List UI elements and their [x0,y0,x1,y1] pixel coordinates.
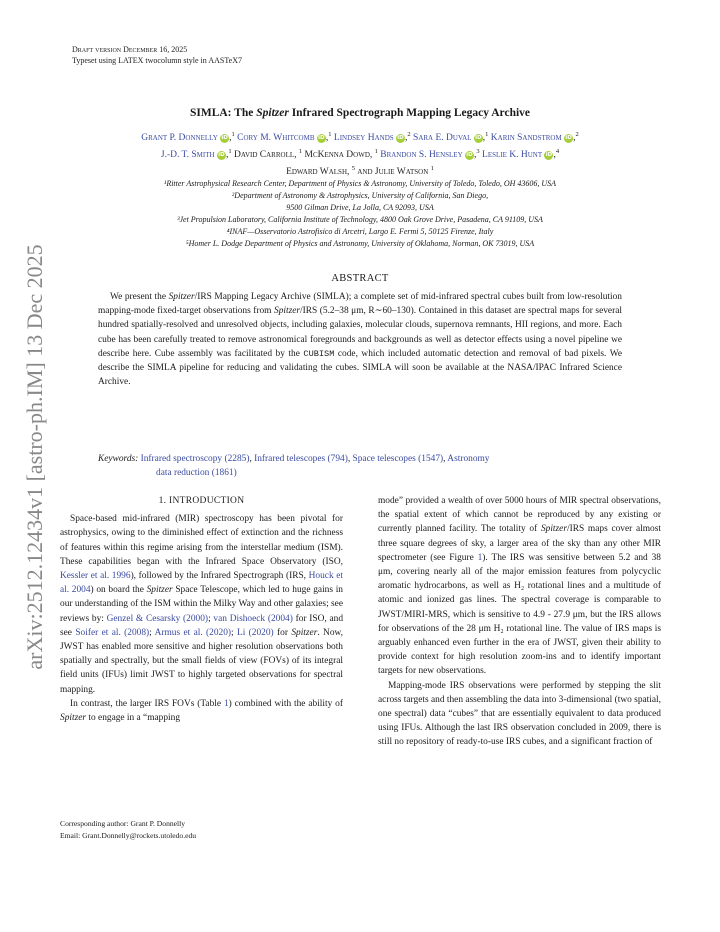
affiliation-marker: 1 [430,165,434,173]
code-name: CUBISM [303,348,335,359]
affiliation: ¹Ritter Astrophysical Research Center, Department of Physics & Astronomy, University of Toledo, Toledo, OH 43606, USA [163,179,557,188]
orcid-icon[interactable]: iD [475,135,482,142]
table-link[interactable]: 1 [223,698,229,709]
citation-link[interactable]: Li (2020) [236,627,274,638]
keywords: Keywords: Infrared spectroscopy (2285), Infrared telescopes (794), Space telescopes (1547), Astronomy data reduction (1861) [98,454,490,479]
footnote [60,818,350,841]
author-email: Email: Grant.Donnelly@rockets.utoledo.edu [60,830,197,840]
affiliation-marker: 4 [555,148,560,156]
affiliation: 9500 Gilman Drive, La Jolla, CA 92093, USA [286,203,434,212]
keyword-link[interactable]: Infrared spectroscopy (2285) [140,454,250,464]
author-list: Grant P. Donnelly iD,$^1$ Cory M. Whitcomb iD,$^1$ Lindsey Hands iD,$^2$ Sara E. Duval iD,$^1$ Karin Sandstrom iD,$^2$ J.-D. T. Smith iD,$^1$ David Carroll, $^1$ McKenna Dowd, $^1$ Brandon S. Hensley iD,$^3$ Leslie K. Hunt iD,$^4$ Edward Walsh, $^5$ and Julie Watson $^1$ [141,131,579,178]
keyword-link[interactable]: Infrared telescopes (794) [254,454,348,464]
affiliation: ³Jet Propulsion Laboratory, California Institute of Technology, 4800 Oak Grove Drive, Pasadena, CA 91109, USA [177,215,543,224]
abstract-heading: ABSTRACT [331,273,389,284]
citation-link[interactable]: Houck et al. 2004 [60,571,344,596]
affiliation-marker: 3 [476,148,480,156]
affiliation-marker: 1 [231,131,235,138]
citation-link[interactable]: Soifer et al. (2008) [75,627,150,638]
author-name: and Julie Watson [357,167,431,178]
affiliation: ⁵Homer L. Dodge Department of Physics and Astronomy, University of Oklahoma, Norman, OK 73019, USA [185,239,535,248]
orcid-icon[interactable]: iD [397,135,404,142]
citation-link[interactable]: Kessler et al. 1996 [60,571,131,582]
affiliation-marker: 2 [407,131,411,138]
author-name[interactable]: Karin Sandstrom [490,133,565,144]
affiliation: ²Department of Astronomy & Astrophysics, University of California, San Diego, [231,191,489,200]
paragraph: mode” provided a wealth of over 5000 hours of MIR spectral observations, the spatial extent of which cannot be reproduced by any existing or currently planned facility. The totality of Spitzer/IRS maps cover almost three square degrees of sky, a larger area of the sky than any other MIR spectrometer (see Figure 1). The IRS was sensitive between 5.2 and 38 μm, covering nearly all of the major emission features from polycyclic aromatic hydrocarbons, as well as H₂ rotational lines and a multitude of atomic and ionized gas lines. The spectral coverage is comparable to JWST/MIRI-MRS, which is sensitive to 4.9 - 27.9 μm, but the IRS allows for observations of the 28 μm H₂ rotational line. The value of IRS maps is arguably enhanced even further in the era of JWST, given their ability to provide context for high resolution zoom-ins and to identify important targets for new observations. [378,496,661,677]
affiliation-marker: 1 [374,148,378,156]
draft-header [72,44,242,66]
orcid-icon[interactable]: iD [318,135,325,142]
title-italic: Spitzer [256,107,289,119]
right-column [378,494,661,750]
citation-link[interactable]: van Dishoeck (2004) [213,613,293,624]
author-name[interactable]: J.-D. T. Smith [160,150,217,161]
keyword-link[interactable]: data reduction (1861) [156,468,237,479]
affiliation-marker: 1 [228,148,232,156]
orcid-icon[interactable]: iD [565,135,572,142]
affiliation-marker: 2 [575,131,579,138]
author-name[interactable]: Brandon S. Hensley [380,150,466,161]
keyword-link[interactable]: Astronomy [447,454,490,464]
affiliation-marker: 1 [485,131,489,138]
author-name[interactable]: Lindsey Hands [333,133,397,144]
arxiv-id[interactable]: arXiv:2512.12434v1 [astro-ph.IM] 13 Dec 2025 [22,244,47,670]
citation-link[interactable]: Armus et al. (2020) [154,627,232,638]
affiliations [70,178,650,250]
abstract-body: We present the Spitzer/IRS Mapping Legacy Archive (SIMLA); a complete set of mid-infrared spectral cubes built from low-resolution mapping-mode fixed-target observations from Spitzer/IRS (5.2–38 μm, R∼60–130). Contained in this dataset are spectral maps for several hundred spatially-resolved and unresolved objects, including galaxies, molecular clouds, supernova remnants, HII regions, and more. Each cube has been carefully treated to remove astronomical foregrounds and backgrounds as well as detector effects using a novel pipeline we describe here. Cube assembly was facilitated by the CUBISM code, which included automatic detection and removal of bad pixels. We describe the SIMLA pipeline for reducing and validating the cubes. SIMLA will soon be available at the NASA/IPAC Infrared Science Archive. [98,292,623,388]
affiliation: ⁴INAF—Osservatorio Astrofisico di Arcetri, Largo E. Fermi 5, 50125 Firenze, Italy [226,227,494,236]
arxiv-sidebar [8,232,62,682]
affiliation-marker: 5 [351,165,355,173]
paragraph: Space-based mid-infrared (MIR) spectroscopy has been pivotal for astrophysics, owing to the diminished effect of extinction and the richness of features within this regime arising from the interstellar medium (ISM). These capabilities began with the Infrared Space Observatory (ISO, Kessler et al. 1996), followed by the Infrared Spectrograph (IRS, Houck et al. 2004) on board the Spitzer Space Telescope, which led to huge gains in our understanding of the ISM within the Milky Way and other galaxies; see reviews by: Genzel & Cesarsky (2000); van Dishoeck (2004) for ISO, and see Soifer et al. (2008); Armus et al. (2020); Li (2020) for Spitzer. Now, JWST has enabled more sensitive and higher resolution observations both spatially and spectrally, but the small fields of view (FOVs) of its integral field units (IFUs) limit JWST to highly targeted observations for spectral mapping. [60,514,344,695]
figure-link[interactable]: 1 [477,552,483,563]
author-name[interactable]: Leslie K. Hunt [482,150,545,161]
draft-version: Draft version December 16, 2025 [72,45,188,54]
orcid-icon[interactable]: iD [466,152,473,159]
left-column [60,494,343,725]
citation-link[interactable]: Genzel & Cesarsky (2000) [106,613,209,624]
orcid-icon[interactable]: iD [218,152,225,159]
paragraph: In contrast, the larger IRS FOVs (Table 1) combined with the ability of Spitzer to engage in a “mapping [60,698,343,724]
author-name: Edward Walsh, [286,167,352,178]
author-name: David Carroll, [233,150,299,161]
title-part: SIMLA: The [189,107,257,119]
affiliation-marker: 1 [328,131,332,138]
author-name[interactable]: Sara E. Duval [413,133,474,144]
author-name[interactable]: Grant P. Donnelly [141,133,221,144]
corresponding-author: Corresponding author: Grant P. Donnelly [60,819,186,828]
paragraph: Mapping-mode IRS observations were performed by stepping the slit across targets and then assembling the data into 3-dimensional (two spatial, one spectral) data “cubes” that are essentially equivalent to data produced using IFUs. Although the last IRS observation concluded in 2009, there is still no repository of ready-to-use IRS cubes, and a significant fraction of [378,680,661,748]
paper-title [70,107,650,119]
orcid-icon[interactable]: iD [545,152,553,159]
orcid-icon[interactable]: iD [221,135,228,142]
section-heading: 1. INTRODUCTION [158,496,245,506]
typeset-note: Typeset using LATEX twocolumn style in AASTeX7 [72,56,242,65]
author-name: McKenna Dowd, [304,150,375,161]
keywords-label: Keywords: [98,454,139,464]
affiliation-marker: 1 [298,148,303,156]
author-name[interactable]: Cory M. Whitcomb [237,133,317,144]
title-part: Infrared Spectrograph Mapping Legacy Archive [288,107,531,119]
keyword-link[interactable]: Space telescopes (1547) [352,454,444,464]
